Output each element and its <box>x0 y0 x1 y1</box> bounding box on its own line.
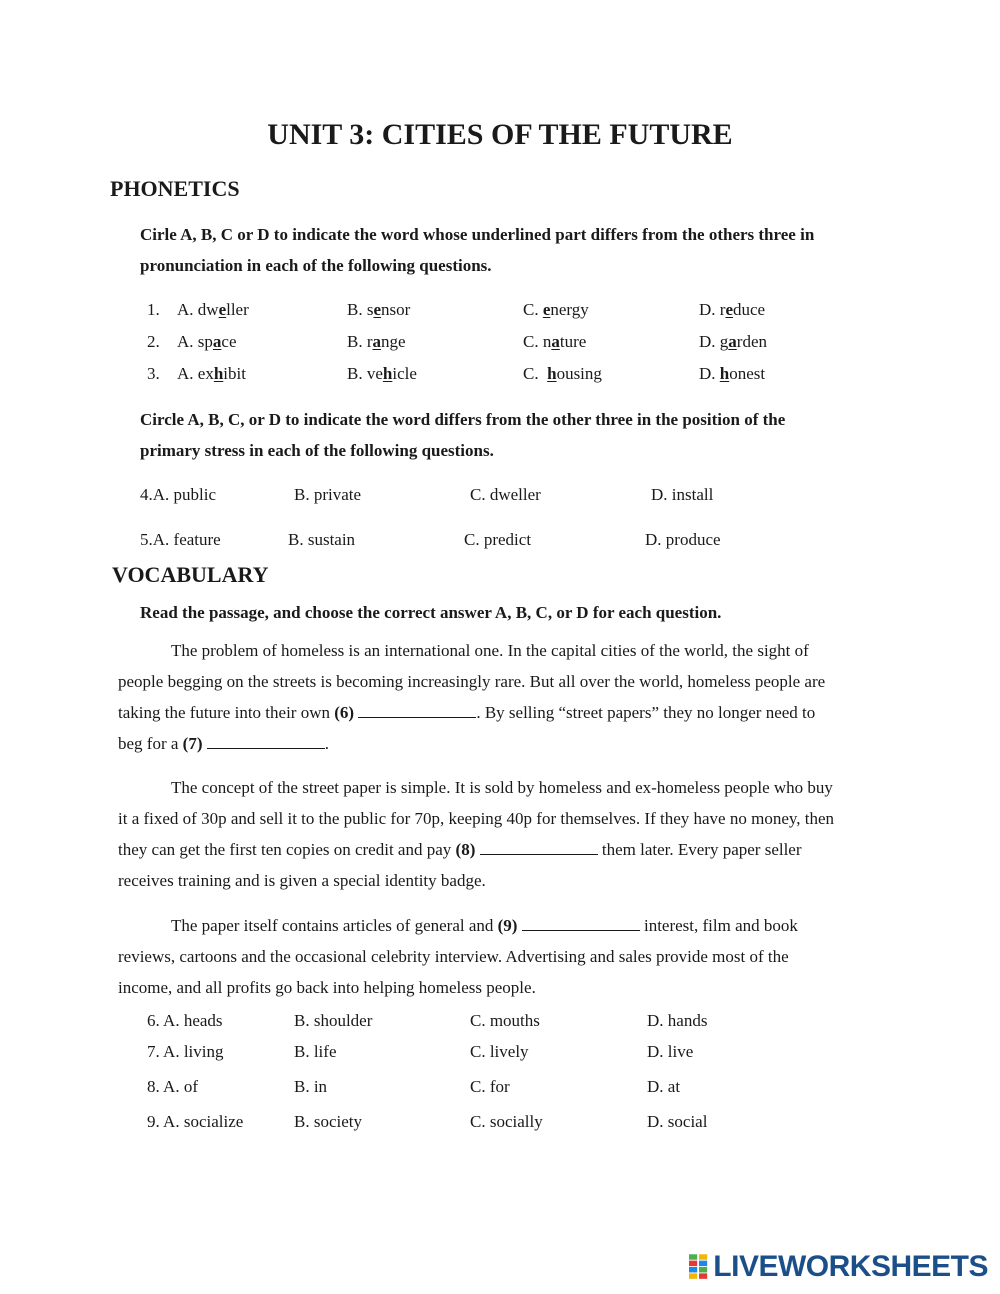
passage-line: it a fixed of 30p and sell it to the public for 70p, keeping 40p for themselves. If they have no money, then <box>118 809 835 828</box>
stress-instruction-line1: Circle A, B, C, or D to indicate the word differs from the other three in the position of the <box>140 410 786 429</box>
question-number: 2. <box>147 332 160 351</box>
gap-number: (8) <box>455 840 476 859</box>
option-a[interactable]: 7. A. living <box>147 1042 224 1061</box>
phonetics-instruction-line2: pronunciation in each of the following questions. <box>140 256 492 275</box>
option-c[interactable]: C. housing <box>523 364 602 383</box>
liveworksheets-logo-icon <box>689 1253 709 1281</box>
option-c[interactable]: C. lively <box>470 1042 529 1061</box>
passage-line: taking the future into their own (6) . By selling “street papers” they no longer need to <box>118 703 816 722</box>
option-c[interactable]: C. nature <box>523 332 587 351</box>
option-a[interactable]: 8. A. of <box>147 1077 198 1096</box>
option-d[interactable]: D. install <box>651 485 714 504</box>
option-c[interactable]: C. socially <box>470 1112 543 1131</box>
question-number: 3. <box>147 364 160 383</box>
phonetics-instruction-line1: Cirle A, B, C or D to indicate the word whose underlined part differs from the others three in <box>140 225 815 244</box>
option-a[interactable]: A. exhibit <box>177 364 246 383</box>
option-a[interactable]: 6. A. heads <box>147 1011 223 1030</box>
option-b[interactable]: B. range <box>347 332 406 351</box>
question-number: 1. <box>147 300 160 319</box>
option-d[interactable]: D. reduce <box>699 300 766 319</box>
option-d[interactable]: D. at <box>647 1077 681 1096</box>
gap-number: (6) <box>334 703 355 722</box>
option-c[interactable]: C. dweller <box>470 485 541 504</box>
option-b[interactable]: B. private <box>294 485 362 504</box>
option-b[interactable]: B. shoulder <box>294 1011 373 1030</box>
option-c[interactable]: C. for <box>470 1077 510 1096</box>
gap-number: (7) <box>182 734 203 753</box>
option-d[interactable]: D. honest <box>699 364 766 383</box>
option-d[interactable]: D. social <box>647 1112 708 1131</box>
option-a[interactable]: A. dweller <box>177 300 249 319</box>
logo-text: LIVEWORKSHEETS <box>713 1250 988 1283</box>
option-b[interactable]: B. sustain <box>288 530 356 549</box>
answer-blank-9[interactable] <box>522 917 640 931</box>
option-c[interactable]: C. mouths <box>470 1011 540 1030</box>
option-b[interactable]: B. society <box>294 1112 362 1131</box>
option-b[interactable]: B. vehicle <box>347 364 417 383</box>
passage-line: The problem of homeless is an international one. In the capital cities of the world, the sight of <box>171 641 809 660</box>
passage-line: reviews, cartoons and the occasional celebrity interview. Advertising and sales provide most of the <box>118 947 789 966</box>
option-d[interactable]: D. hands <box>647 1011 708 1030</box>
option-d[interactable]: D. live <box>647 1042 694 1061</box>
option-a[interactable]: 4.A. public <box>140 485 217 504</box>
passage-line: they can get the first ten copies on credit and pay (8) them later. Every paper seller <box>118 840 802 859</box>
gap-number: (9) <box>497 916 518 935</box>
phonetics-heading: PHONETICS <box>110 176 240 201</box>
option-a[interactable]: A. space <box>177 332 237 351</box>
answer-blank-7[interactable] <box>207 735 325 749</box>
vocabulary-heading: VOCABULARY <box>112 562 269 587</box>
option-c[interactable]: C. predict <box>464 530 532 549</box>
passage-line: beg for a (7) . <box>118 734 329 753</box>
liveworksheets-logo <box>689 1250 988 1284</box>
page-title: UNIT 3: CITIES OF THE FUTURE <box>267 118 733 151</box>
option-a[interactable]: 5.A. feature <box>140 530 221 549</box>
passage-line: income, and all profits go back into helping homeless people. <box>118 978 536 997</box>
passage-line: people begging on the streets is becoming increasingly rare. But all over the world, homeless people are <box>118 672 826 691</box>
option-d[interactable]: D. produce <box>645 530 721 549</box>
passage-line: The concept of the street paper is simple. It is sold by homeless and ex-homeless people who buy <box>171 778 833 797</box>
option-d[interactable]: D. garden <box>699 332 767 351</box>
passage-line: The paper itself contains articles of general and (9) interest, film and book <box>171 916 798 935</box>
option-b[interactable]: B. in <box>294 1077 328 1096</box>
vocabulary-instruction: Read the passage, and choose the correct answer A, B, C, or D for each question. <box>140 603 722 622</box>
option-c[interactable]: C. energy <box>523 300 589 319</box>
stress-instruction-line2: primary stress in each of the following questions. <box>140 441 494 460</box>
option-b[interactable]: B. sensor <box>347 300 411 319</box>
answer-blank-6[interactable] <box>358 704 476 718</box>
passage-line: receives training and is given a special identity badge. <box>118 871 486 890</box>
option-a[interactable]: 9. A. socialize <box>147 1112 244 1131</box>
option-b[interactable]: B. life <box>294 1042 337 1061</box>
answer-blank-8[interactable] <box>480 841 598 855</box>
